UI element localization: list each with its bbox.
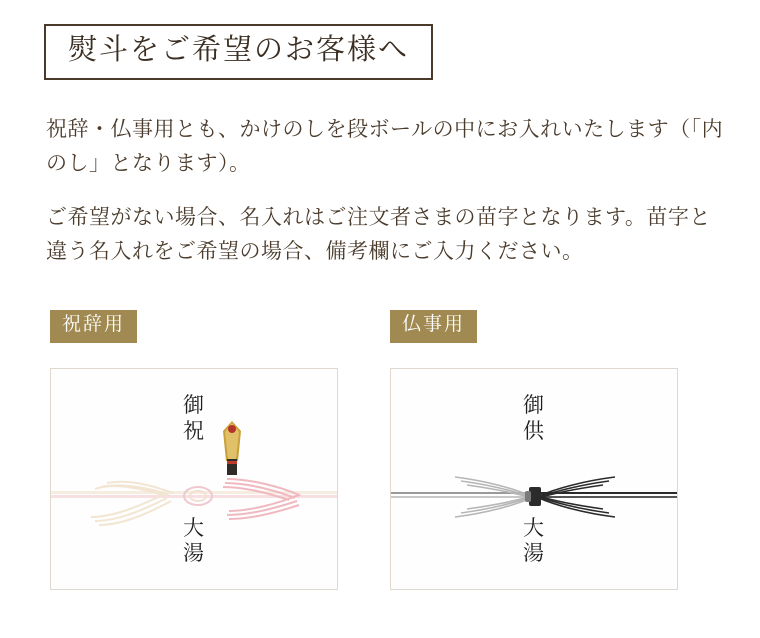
description-text-2: ご希望がない場合、名入れはご注文者さまの苗字となります。苗字と違う名入れをご希望の場合、備考欄にご入力ください。 [46, 205, 711, 264]
description-text-1: 祝辞・仏事用とも、かけのしを段ボールの中にお入れいたします（「内のし」となります）。 [46, 117, 724, 176]
noshi-name-memorial [391, 516, 677, 567]
noshi-sample-memorial [390, 368, 678, 590]
noshi-name-memorial-line2: 湯 [523, 541, 545, 566]
noshi-name-celebration [51, 516, 337, 567]
page-title-wrapper [44, 24, 433, 80]
noshi-title-celebration-line1: 御 [183, 393, 205, 417]
noshi-name-celebration-line2: 湯 [183, 541, 205, 566]
noshi-title-memorial-line1: 御 [523, 393, 545, 417]
description-paragraph-2 [46, 200, 726, 268]
page-title-box [44, 24, 433, 80]
noshi-sample-celebration [50, 368, 338, 590]
sample-label-memorial: 仏事用 [390, 310, 477, 343]
noshi-title-memorial-line2: 供 [523, 418, 545, 443]
noshi-title-celebration [51, 393, 337, 444]
noshi-name-memorial-line1: 大 [523, 515, 545, 540]
noshi-title-memorial [391, 393, 677, 444]
sample-label-celebration: 祝辞用 [50, 310, 137, 343]
description-paragraph-1 [46, 112, 726, 180]
noshi-name-celebration-line1: 大 [183, 515, 205, 540]
noshi-title-celebration-line2: 祝 [183, 418, 205, 443]
page-title: 熨斗をご希望のお客様へ [68, 34, 410, 66]
